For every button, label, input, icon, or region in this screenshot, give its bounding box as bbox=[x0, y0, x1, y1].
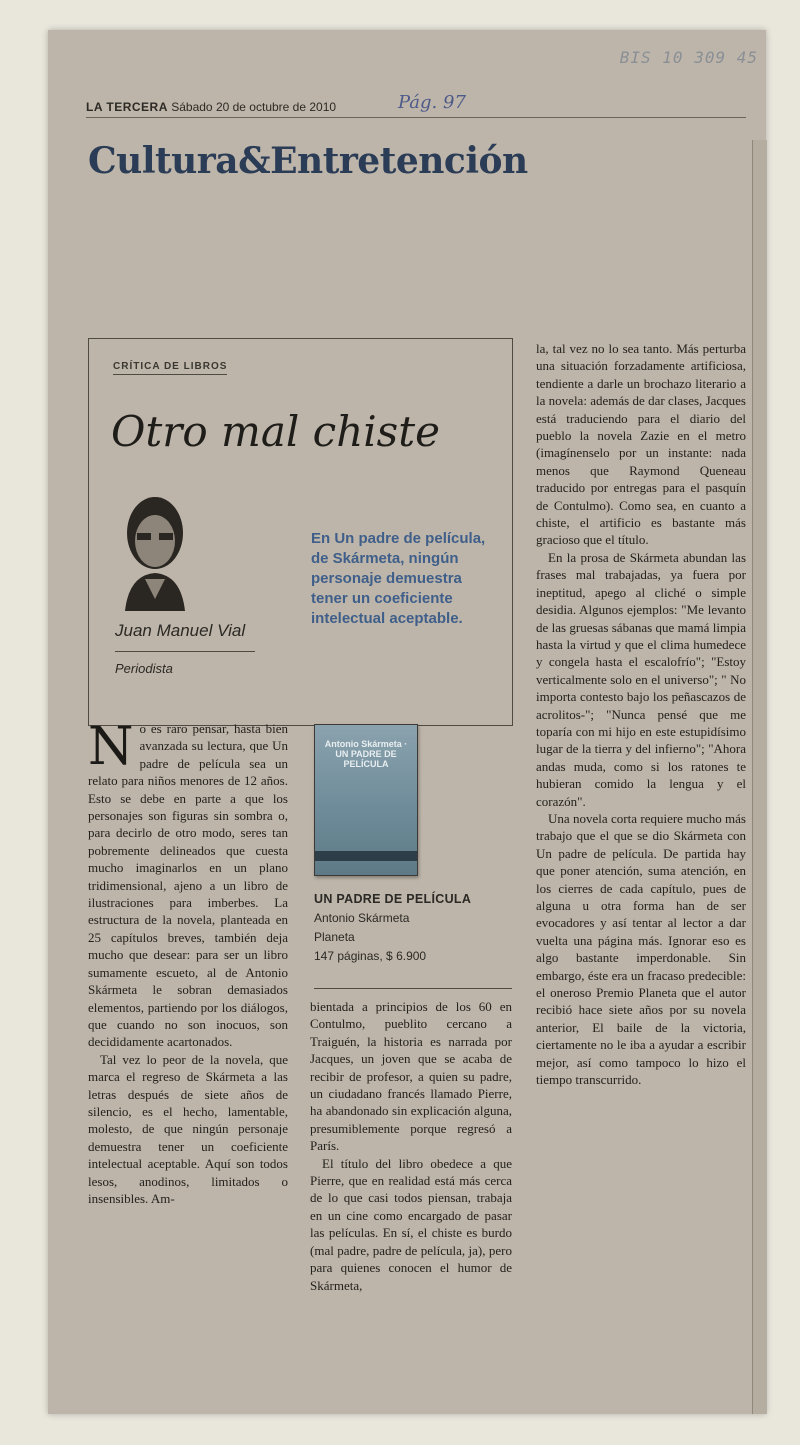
article-column-1 bbox=[88, 720, 288, 1380]
paragraph: El título del libro obedece a que Pierre, que en realidad está más cerca de lo que casi todos piensan, trabaja en un cine como encargado de pasar las películas. En sí, el chiste es burdo (mal padre, padre de película, ja), pero para quienes conocen el humor de Skármeta, bbox=[310, 1155, 512, 1293]
issue-date: Sábado 20 de octubre de 2010 bbox=[171, 100, 337, 114]
book-cover bbox=[314, 724, 418, 876]
book-cover-text: Antonio Skármeta · UN PADRE DE PELÍCULA bbox=[324, 739, 408, 769]
headline: Otro mal chiste bbox=[111, 407, 440, 456]
book-info-divider bbox=[314, 988, 512, 989]
paragraph: bientada a principios de los 60 en Contulmo, pueblito cercano a Traiguén, la historia es narrada por Jacques, un joven que se acaba de recibir de profesor, a quien su padre, un ciudadano francés llamado Pierre, ha abandonado sin explicación alguna, presumiblemente porque regresó a París. bbox=[310, 999, 512, 1154]
author-name: Juan Manuel Vial bbox=[115, 621, 246, 640]
paper-name: LA TERCERA bbox=[86, 100, 168, 114]
newspaper-clipping bbox=[48, 30, 766, 1414]
author-portrait bbox=[115, 487, 193, 611]
pull-quote: En Un padre de película, de Skármeta, ningún personaje demuestra tener un coeficiente intelectual aceptable. bbox=[311, 530, 486, 627]
book-publisher: Planeta bbox=[314, 930, 355, 944]
review-header-box bbox=[88, 338, 513, 726]
book-info bbox=[314, 890, 514, 966]
paragraph bbox=[88, 720, 288, 1051]
paragraph: En la prosa de Skármeta abundan las frases mal trabajadas, ya fuera por ineptitud, apego al cliché o simple desidia. Algunos ejemplos: "Me levanto de las gruesas sábanas que mamá limpia hasta la virtud y que el clima humedece y congela hasta el escalofrío"; "Estoy verticalmente solo en el universo"; " No importa contesto bajo los peñascazos de acrolitos-"; "Nunca pensé que me toparía con mi hijo en este estupidísimo lugar de la tierra y del infierno"; "Ahora andas muda, como si los ratones te hubieran comido la lengua y el corazón". bbox=[536, 549, 746, 809]
paragraph: Tal vez lo peor de la novela, que marca el regreso de Skármeta a las letras después de siete años de silencio, es el hecho, lamentable, molesto, de que ningún personaje demuestra tener un coeficiente intelectual aceptable. Aquí son todos lesos, anodinos, limitados o insensibles. Am- bbox=[88, 1051, 288, 1206]
article-column-3 bbox=[536, 340, 746, 1390]
article-column-2 bbox=[310, 998, 512, 1388]
drop-cap: N bbox=[88, 720, 134, 777]
author-divider bbox=[115, 651, 255, 652]
book-cover-band bbox=[315, 851, 417, 861]
review-tag: CRÍTICA DE LIBROS bbox=[113, 361, 227, 375]
author-role: Periodista bbox=[115, 661, 173, 676]
adjacent-clipping-edge bbox=[752, 140, 767, 1414]
handwritten-code: BIS 10 309 45 bbox=[619, 48, 758, 67]
paragraph: Una novela corta requiere mucho más trabajo que el que se dio Skármeta con Un padre de película. De partida hay que poner atención, suma atención, en los cierres de cada capítulo, pues de alguna u otra forma han de ser evocadores y así tentar al lector a dar vuelta una página más. Ignorar eso es algo bastante imperdonable. Sin embargo, éste era un fracaso predecible: el oneroso Premio Planeta que el autor recibió hace siete años por su novela anterior, El baile de la victoria, ciertamente no le iba a ayudar a escribir mejor, así como tampoco lo hizo el tiempo transcurrido. bbox=[536, 810, 746, 1088]
paragraph: la, tal vez no lo sea tanto. Más perturba una situación forzadamente artificiosa, tendiente a darle un brochazo literario a la novela: además de dar clases, Jacques está traduciendo para el diario del pueblo la novela Zazie en el metro (imagínenselo por un instante: nada menos que Raymond Queneau traducido por entregas para el pasquín de Contulmo). Como sea, en cuanto a chiste, el artificio es bastante más gracioso que el título. bbox=[536, 341, 746, 548]
section-title: Cultura&Entretención bbox=[88, 140, 528, 182]
book-title: UN PADRE DE PELÍCULA bbox=[314, 892, 472, 906]
page-note: Pág. 97 bbox=[398, 92, 466, 113]
paragraph-text: o es raro pensar, hasta bien avanzada su lectura, que Un padre de película sea un relato para niños menores de 12 años. Esto se debe en parte a que los personajes son figuras sin sombra o, para decirlo de otro modo, seres tan pobremente delineados que cuesta mucho imaginarlos en un plano tridimensional, ajeno a un libro de ilustraciones para imberbes. La estructura de la novela, planteada en 25 capítulos breves, también deja mucho que desear: para ser un libro sumamente escueto, al de Antonio Skármeta le sobran demasiados elementos, partiendo por los diálogos, que cuando no son inocuos, son decididamente acartonados. bbox=[88, 721, 288, 1050]
book-author: Antonio Skármeta bbox=[314, 911, 410, 925]
book-details: 147 páginas, $ 6.900 bbox=[314, 949, 427, 963]
